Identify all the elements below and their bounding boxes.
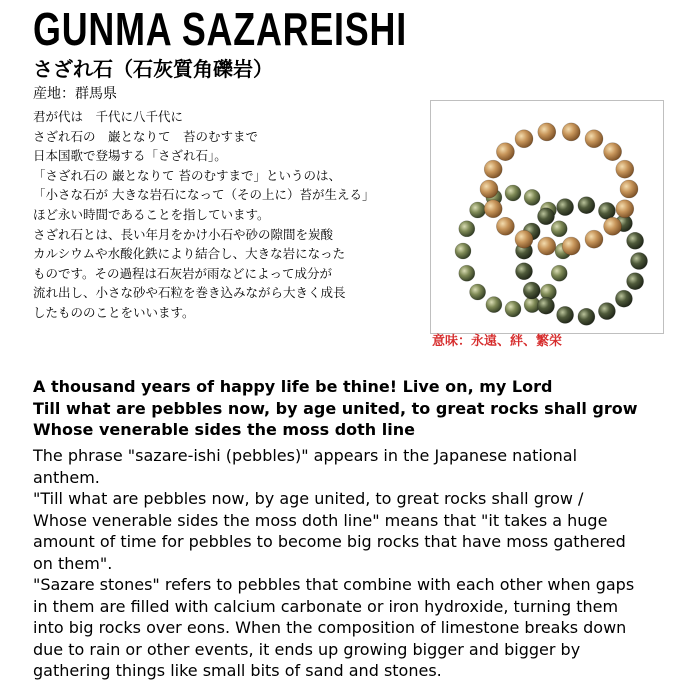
bead: [486, 297, 502, 313]
jp-line: したもののことをいいます。: [33, 304, 195, 320]
bead: [505, 301, 521, 317]
bead: [604, 143, 622, 161]
en-line: due to rain or other events, it ends up growing bigger and bigger by: [33, 639, 581, 659]
bead: [538, 237, 556, 255]
bead: [516, 263, 533, 280]
bead: [538, 297, 555, 314]
jp-line: カルシウムや水酸化鉄により結合し、大きな岩になった: [33, 246, 346, 262]
bead: [562, 123, 580, 141]
bead: [620, 180, 638, 198]
bead: [515, 230, 533, 248]
product-subtitle: さざれ石（石灰質角礫岩）: [33, 57, 273, 81]
bracelet-illustration: [431, 101, 663, 333]
bead: [496, 143, 514, 161]
lyric-line: Till what are pebbles now, by age united, to great rocks shall grow: [33, 398, 638, 418]
bead: [616, 200, 634, 218]
bead: [515, 130, 533, 148]
en-line: Whose venerable sides the moss doth line" means that "it takes a huge: [33, 510, 608, 530]
bead: [616, 160, 634, 178]
bead: [484, 200, 502, 218]
lyric-line: A thousand years of happy life be thine! Live on, my Lord: [33, 377, 553, 396]
bead: [604, 217, 622, 235]
bead: [615, 290, 632, 307]
jp-line: さざれ石の 巌となりて 苔のむすまで: [33, 128, 259, 144]
bead: [524, 189, 540, 205]
en-line: "Till what are pebbles now, by age united, to great rocks shall grow /: [33, 489, 584, 508]
bead: [627, 232, 644, 249]
bead: [551, 221, 567, 237]
bead: [459, 221, 475, 237]
bracelet-photo: [430, 100, 664, 334]
bead: [598, 202, 615, 219]
bead: [538, 123, 556, 141]
en-line: anthem.: [33, 467, 100, 487]
bead: [455, 243, 471, 259]
page-title: GUNMA SAZAREISHI: [33, 3, 407, 55]
bead: [484, 160, 502, 178]
bead: [631, 253, 648, 270]
jp-line: ものです。その過程は石灰岩が雨などによって成分が: [33, 265, 333, 281]
bead: [627, 273, 644, 290]
bead: [496, 217, 514, 235]
jp-line: 「小さな石が 大きな岩石になって（その上に）苔が生える」: [33, 187, 375, 203]
en-line: gathering things like small bits of sand and stones.: [33, 661, 442, 680]
en-line: "Sazare stones" refers to pebbles that combine with each other when gaps: [33, 575, 635, 594]
lyric-line: Whose venerable sides the moss doth line: [33, 420, 415, 439]
bead: [523, 282, 540, 299]
anthem-english-lyrics: [33, 376, 673, 441]
bead: [505, 185, 521, 201]
bead: [578, 308, 595, 325]
bead: [459, 265, 475, 281]
origin-label: 産地：群馬県: [33, 86, 117, 102]
jp-line: 日本国歌で登場する「さざれ石」。: [33, 148, 227, 164]
bead: [557, 306, 574, 323]
bead: [480, 180, 498, 198]
bead: [470, 202, 486, 218]
bead: [557, 199, 574, 216]
en-line: amount of time for pebbles to become big rocks that have moss gathered: [33, 532, 626, 551]
bead: [551, 265, 567, 281]
bead: [470, 284, 486, 300]
jp-line: 「さざれ石の 巌となりて 苔のむすまで」というのは、: [33, 167, 341, 183]
en-line: in them are filled with calcium carbonate or iron hydroxide, turning them: [33, 596, 619, 616]
bead: [598, 303, 615, 320]
en-line: on them".: [33, 553, 113, 573]
english-description: [33, 445, 673, 682]
jp-line: ほど永い時間であることを指しています。: [33, 206, 270, 222]
en-line: The phrase "sazare-ishi (pebbles)" appears in the Japanese national: [33, 446, 578, 465]
bead: [538, 208, 555, 225]
bead: [585, 230, 603, 248]
en-line: into big rocks over eons. When the composition of limestone breaks down: [33, 618, 627, 637]
jp-line: 流れ出し、小さな砂や石粒を巻き込みながら大きく成長: [33, 285, 346, 301]
bead: [585, 130, 603, 148]
meaning-label: 意味：永遠、絆、繁栄: [432, 334, 563, 349]
japanese-description: [33, 107, 413, 323]
bead: [578, 197, 595, 214]
jp-line: さざれ石とは、長い年月をかけ小石や砂の隙間を炭酸: [33, 226, 334, 242]
jp-line: 君が代は 千代に八千代に: [33, 109, 184, 124]
bead: [562, 237, 580, 255]
